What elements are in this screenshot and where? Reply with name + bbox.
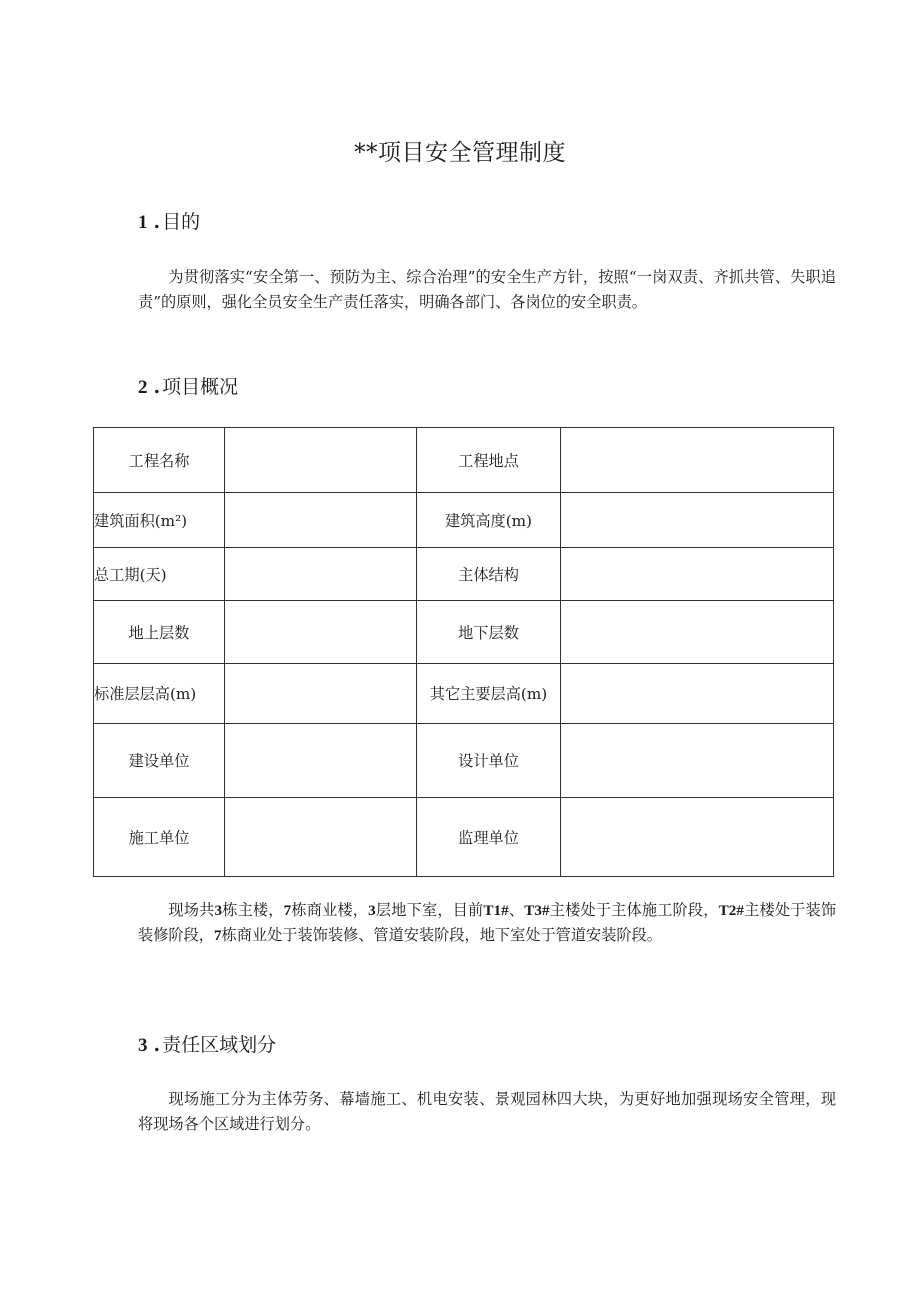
project-overview-table [93,427,834,877]
table-cell-value [225,798,417,877]
number-run: T2# [718,902,744,919]
table-cell-label: 地下层数 [417,601,561,664]
table-row [94,724,834,798]
number-run: T3# [524,902,550,919]
table-cell-value [561,724,834,798]
zone-division-paragraph: 现场施工分为主体劳务、幕墙施工、机电安装、景观园林四大块，为更好地加强现场安全管理，现将现场各个区域进行划分。 [138,1090,836,1133]
table-cell-label: 工程名称 [94,428,225,493]
number-run: 7 [213,927,222,944]
text-run: 栋主楼， [222,901,284,919]
table-cell-label: 建筑高度(m) [417,493,561,548]
table-cell-value [561,493,834,548]
site-status-paragraph [138,898,836,948]
text-run: 栋商业楼， [291,901,369,919]
table-cell-value [561,428,834,493]
section-title: 项目概况 [162,376,239,398]
table-cell-label: 地上层数 [94,601,225,664]
table-row [94,601,834,664]
section-heading-purpose: 1 . 目的 [138,211,201,233]
text-run: 层地下室，目前 [375,901,484,919]
text-run: 、 [508,901,525,919]
text-run: 主楼处于装饰装修阶段， [138,901,837,944]
text-run: 现场共 [168,901,215,919]
table-cell-value [561,798,834,877]
number-run: T1# [483,902,509,919]
text-run: 主楼处于主体施工阶段， [549,901,719,919]
table-cell-label: 主体结构 [417,548,561,601]
table-cell-value [225,601,417,664]
table-cell-label: 设计单位 [417,724,561,798]
table-cell-value [225,664,417,724]
table-cell-label: 其它主要层高(m) [417,664,561,724]
table-cell-value [225,428,417,493]
section-number: 2 [138,377,148,398]
number-run: 3 [214,902,223,919]
section-title: 目的 [162,211,201,233]
section-heading-overview: 2 . 项目概况 [138,376,239,398]
table-row [94,548,834,601]
number-run: 7 [283,902,292,919]
table-row [94,493,834,548]
table-cell-value [561,601,834,664]
number-run: 3 [368,902,376,919]
table-cell-value [225,493,417,548]
section-heading-zones: 3 . 责任区域划分 [138,1034,277,1056]
table-cell-label: 总工期(天) [94,548,225,601]
section-title: 责任区域划分 [162,1034,277,1056]
table-row [94,428,834,493]
table-row [94,798,834,877]
text-run: 栋商业处于装饰装修、管道安装阶段，地下室处于管道安装阶段。 [221,926,662,944]
document-title: **项目安全管理制度 [354,140,566,166]
table-cell-label: 建设单位 [94,724,225,798]
table-cell-value [225,548,417,601]
table-cell-value [561,664,834,724]
table-cell-label: 标准层层高(m) [94,664,225,724]
table-cell-value [225,724,417,798]
table-cell-label: 施工单位 [94,798,225,877]
section-number: 3 [138,1035,148,1056]
section-number: 1 [138,212,148,233]
table-row [94,664,834,724]
purpose-paragraph: 为贯彻落实“安全第一、预防为主、综合治理”的安全生产方针，按照“一岗双责、齐抓共管、失职追责”的原则，强化全员安全生产责任落实，明确各部门、各岗位的安全职责。 [138,268,836,311]
table-cell-label: 工程地点 [417,428,561,493]
table-cell-value [561,548,834,601]
table-cell-label: 监理单位 [417,798,561,877]
table-cell-label: 建筑面积(m²) [94,493,225,548]
